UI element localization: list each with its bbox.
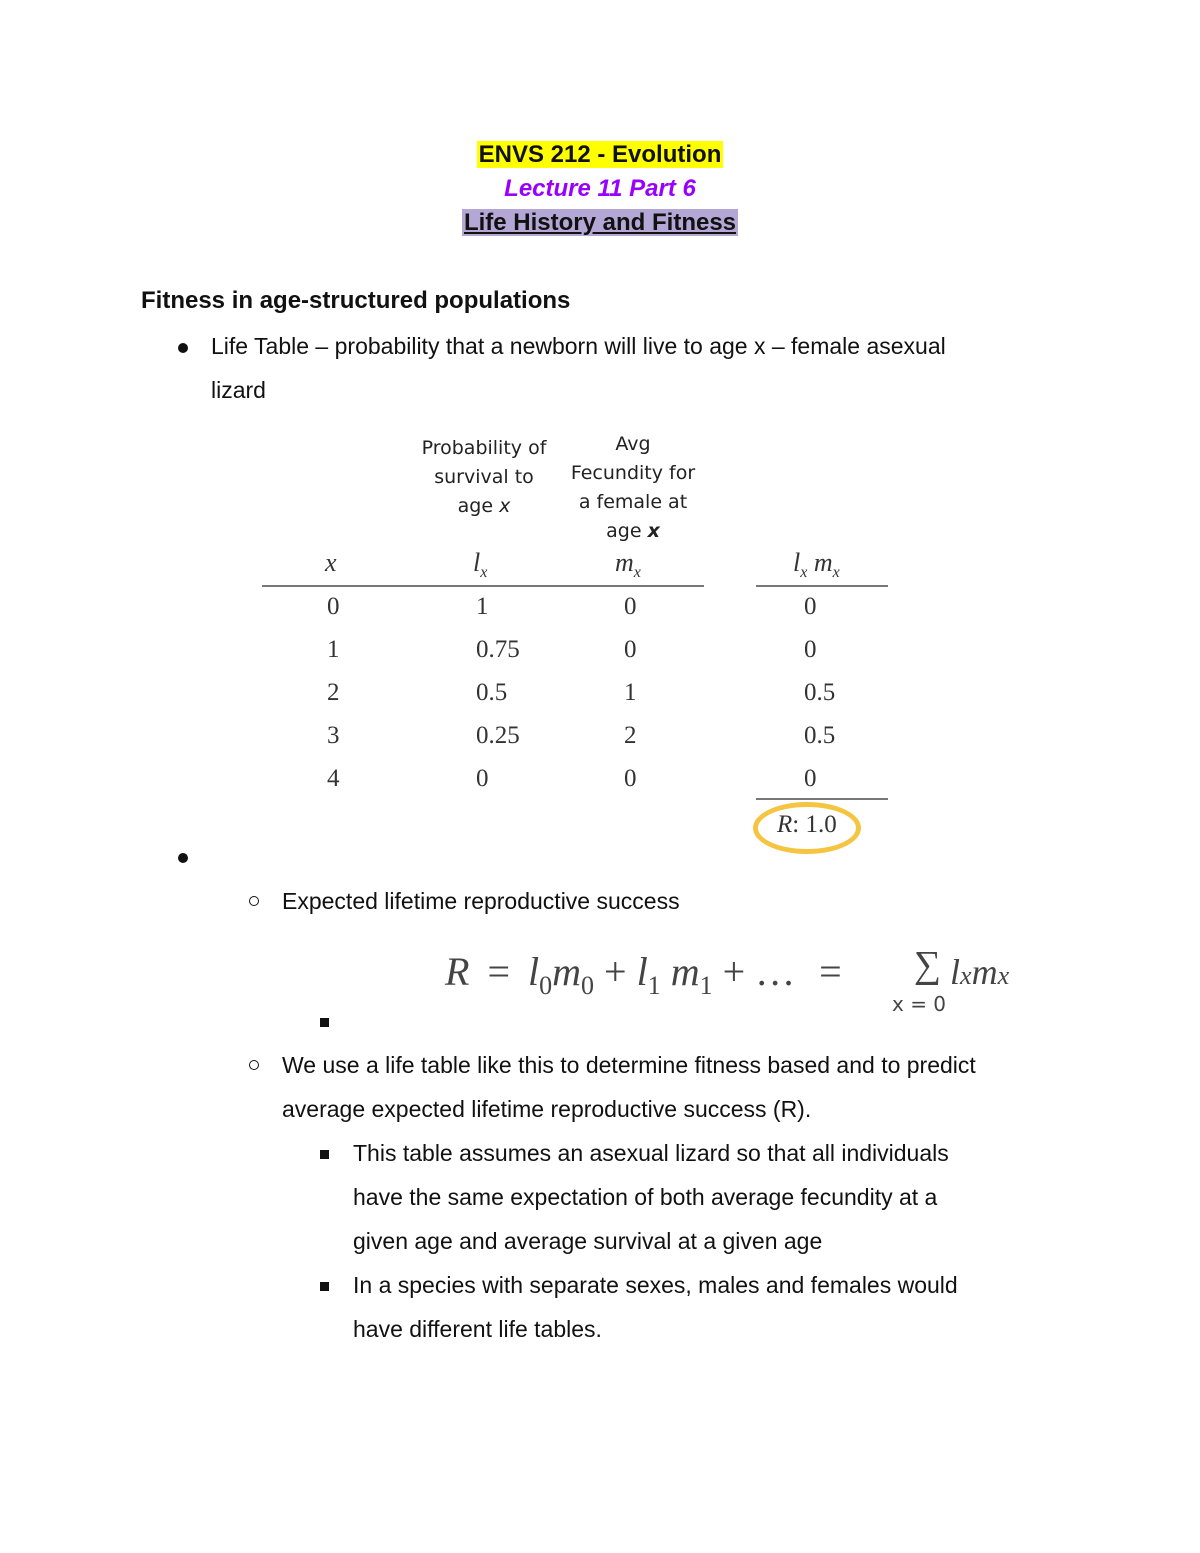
- cell-lxmx: 0: [804, 636, 817, 663]
- sigma-symbol: ∑: [914, 944, 942, 986]
- cell-lx: 0.25: [476, 722, 520, 749]
- table-rule: [756, 585, 888, 587]
- cell-mx: 1: [624, 679, 637, 706]
- cell-x: 1: [327, 636, 340, 663]
- sum-lower-bound: x = 0: [892, 992, 947, 1016]
- cell-mx: 0: [624, 593, 637, 620]
- topic-title: Life History and Fitness: [463, 209, 737, 236]
- total-value: R: 1.0: [777, 811, 837, 838]
- sub-bullet-text: We use a life table like this to determine fitness based and to predict average expected lifetime reproductive success (R).: [282, 1052, 976, 1122]
- formula: $R = l_0m_0 + l_1$ $m_1$ + … =: [445, 949, 842, 1000]
- table-rule: [262, 585, 704, 587]
- cell-mx: 0: [624, 765, 637, 792]
- list-item: In a species with separate sexes, males and females would have different life tables.: [353, 1272, 958, 1342]
- bullet-text: Life Table – probability that a newborn will live to age x – female asexual lizard: [211, 333, 946, 403]
- cell-lx: 0.75: [476, 636, 520, 663]
- bullet-square: [320, 1282, 329, 1291]
- cell-lxmx: 0.5: [804, 679, 836, 706]
- cell-lxmx: 0: [804, 593, 817, 620]
- section-heading: Fitness in age-structured populations: [141, 287, 571, 314]
- col-lx: $l_x$: [473, 548, 488, 582]
- cell-x: 3: [327, 722, 340, 749]
- cell-x: 4: [327, 765, 340, 792]
- cell-lx: 1: [476, 593, 489, 620]
- col-lxmx: $l_x$ $m_x$: [793, 548, 840, 582]
- sum-term: lxmx: [950, 952, 1010, 992]
- bullet-square: [320, 1018, 329, 1027]
- cell-lx: 0.5: [476, 679, 508, 706]
- lecture-title: Lecture 11 Part 6: [504, 175, 696, 202]
- bullet-dot: [178, 853, 188, 863]
- total-rule: [756, 798, 888, 800]
- bullet-circle: [249, 896, 259, 906]
- cell-lxmx: 0: [804, 765, 817, 792]
- bullet-circle: [249, 1060, 259, 1070]
- cell-mx: 0: [624, 636, 637, 663]
- bullet-square: [320, 1150, 329, 1159]
- col-mx: $m_x$: [615, 548, 641, 582]
- list-item: This table assumes an asexual lizard so that all individuals have the same expectation of both average fecundity at a given age and average survival at a given age: [353, 1140, 949, 1254]
- cell-lx: 0: [476, 765, 489, 792]
- course-title: ENVS 212 - Evolution: [478, 141, 722, 168]
- mx-note: Avg Fecundity for a female at age x: [570, 433, 696, 542]
- lx-note: Probability of survival to age x: [421, 437, 547, 517]
- cell-lxmx: 0.5: [804, 722, 836, 749]
- cell-mx: 2: [624, 722, 637, 749]
- cell-x: 0: [327, 593, 340, 620]
- sub-bullet-text: Expected lifetime reproductive success: [282, 888, 680, 914]
- col-x: x: [325, 548, 337, 577]
- cell-x: 2: [327, 679, 340, 706]
